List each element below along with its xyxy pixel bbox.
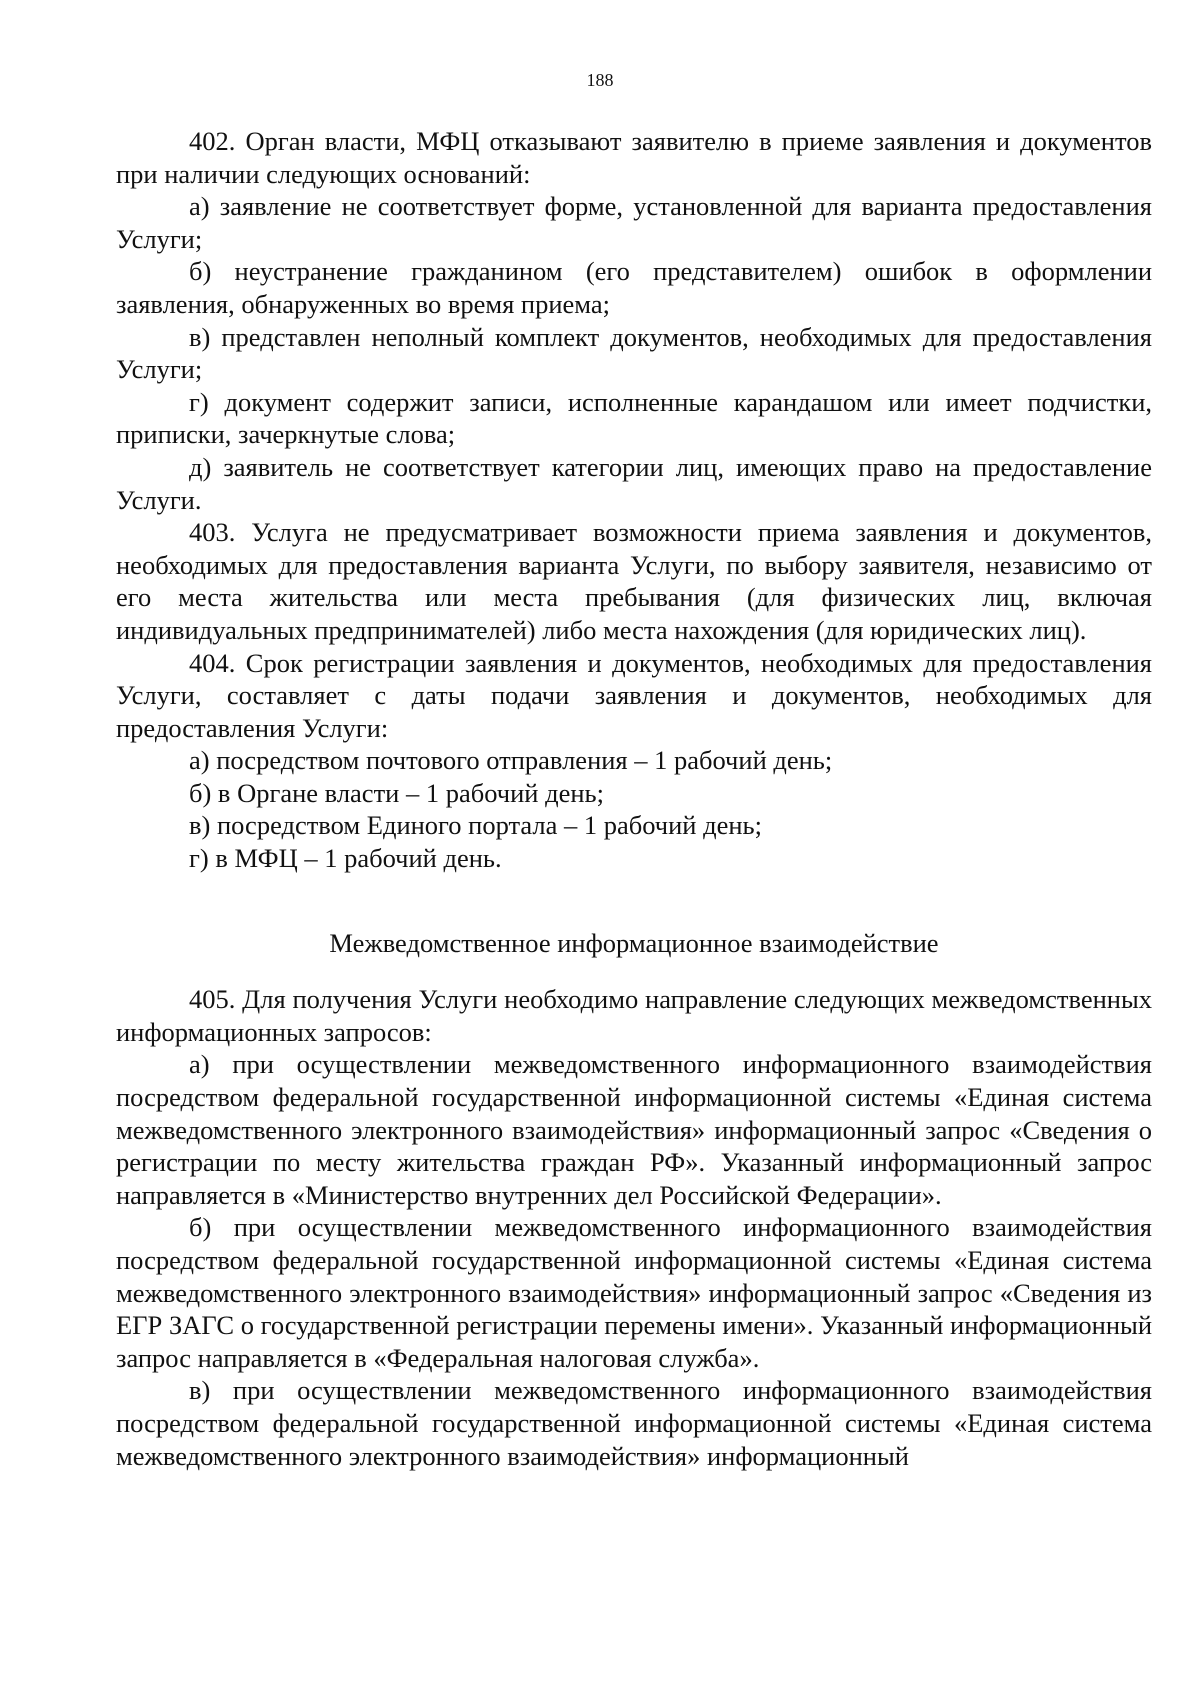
list-item-404-b: б) в Органе власти – 1 рабочий день;	[189, 777, 604, 808]
paragraph-405: 405. Для получения Услуги необходимо направление следующих межведомственных информационных запросов:	[116, 984, 1152, 1047]
list-item-402-d: д) заявитель не соответствует категории лиц, имеющих право на предоставление Услуги.	[116, 451, 1152, 515]
list-item-404-g: г) в МФЦ – 1 рабочий день.	[189, 843, 502, 874]
list-item-402-v: в) представлен неполный комплект документов, необходимых для предоставления Услуги;	[116, 321, 1152, 385]
list-item-402-a: а) заявление не соответствует форме, установленной для варианта предоставления Услуги;	[116, 191, 1152, 254]
paragraph-404: 404. Срок регистрации заявления и документов, необходимых для предоставления Услуги, составляет с даты подачи заявления и документов, необходимых для предоставления Услуги:	[116, 647, 1152, 743]
document-body	[116, 125, 1152, 1472]
list-item-405-v: в) при осуществлении межведомственного информационного взаимодействия посредством федеральной государственной информационной системы «Единая система межведомственного электронного взаимодействия» информационный	[116, 1375, 1152, 1471]
list-item-404-v: в) посредством Единого портала – 1 рабочий день;	[189, 810, 762, 841]
list-item-402-g: г) документ содержит записи, исполненные карандашом или имеет подчистки, приписки, зачеркнутые слова;	[116, 386, 1152, 450]
list-item-404-a: а) посредством почтового отправления – 1 рабочий день;	[189, 745, 833, 776]
paragraph-402: 402. Орган власти, МФЦ отказывают заявителю в приеме заявления и документов при наличии следующих оснований:	[116, 126, 1152, 189]
paragraph-403: 403. Услуга не предусматривает возможности приема заявления и документов, необходимых для предоставления варианта Услуги, по выбору заявителя, независимо от его места жительства или места пребывания (для физических лиц, включая индивидуальных предпринимателей) либо места нахождения (для юридических лиц).	[116, 517, 1152, 645]
section-heading: Межведомственное информационное взаимодействие	[329, 927, 939, 958]
page-number: 188	[586, 70, 614, 90]
list-item-405-a: а) при осуществлении межведомственного информационного взаимодействия посредством федеральной государственной информационной системы «Единая система межведомственного электронного взаимодействия» информационный запрос «Сведения о регистрации по месту жительства граждан РФ». Указанный информационный запрос направляется в «Министерство внутренних дел Российской Федерации».	[116, 1049, 1152, 1210]
list-item-405-b: б) при осуществлении межведомственного информационного взаимодействия посредством федеральной государственной информационной системы «Единая система межведомственного электронного взаимодействия» информационный запрос «Сведения из ЕГР ЗАГС о государственной регистрации перемены имени». Указанный информационный запрос направляется в «Федеральная налоговая служба».	[116, 1212, 1152, 1373]
list-item-402-b: б) неустранение гражданином (его представителем) ошибок в оформлении заявления, обнаруженных во время приема;	[116, 256, 1152, 319]
